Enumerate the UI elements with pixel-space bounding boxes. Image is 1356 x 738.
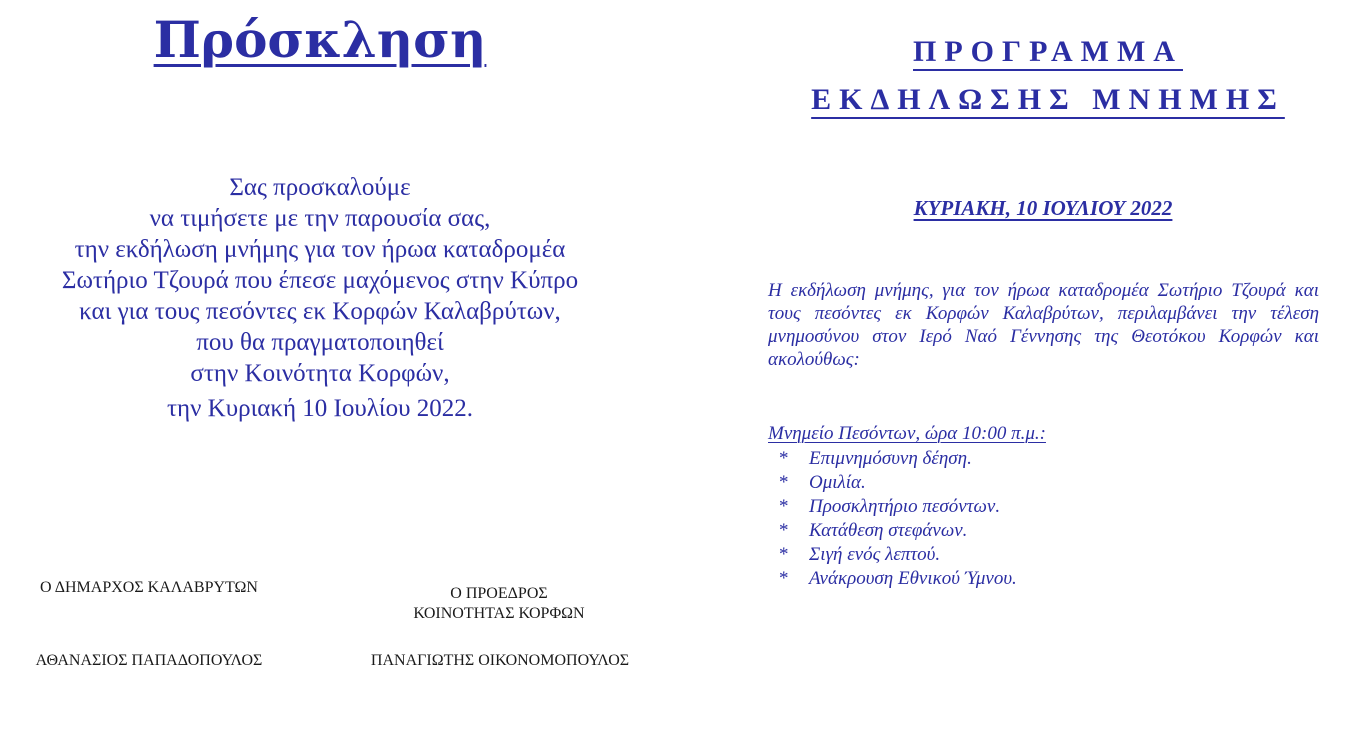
invitation-line-6: που θα πραγματοποιηθεί [196, 329, 444, 356]
bullet-star-icon: * [779, 472, 789, 493]
invitation-line-4: Σωτήριο Τζουρά που έπεσε μαχόμενος στην Κύπρο [61, 267, 579, 294]
list-item-text: Κατάθεση στεφάνων. [809, 520, 968, 541]
president-title-line-2: ΚΟΙΝΟΤΗΤΑΣ ΚΟΡΦΩΝ [413, 605, 585, 622]
mayor-title: Ο ΔΗΜΑΡΧΟΣ ΚΑΛΑΒΡΥΤΩΝ [40, 579, 258, 596]
program-title-line-1 [740, 28, 1356, 76]
list-item [779, 543, 1017, 567]
list-item-text: Ομιλία. [809, 472, 866, 493]
community-president-name: ΠΑΝΑΓΙΩΤΗΣ ΟΙΚΟΝΟΜΟΠΟΥΛΟΣ [370, 652, 630, 669]
program-title-text-2: ΕΚΔΗΛΩΣΗΣ ΜΝΗΜΗΣ [811, 83, 1285, 116]
list-item-text: Επιμνημόσυνη δέηση. [809, 448, 972, 469]
list-item-text: Ανάκρουση Εθνικού Ύμνου. [809, 568, 1017, 589]
list-item [779, 495, 1017, 519]
list-item-text: Προσκλητήριο πεσόντων. [809, 496, 1001, 517]
list-item-text: Σιγή ενός λεπτού. [809, 544, 941, 565]
program-title-line-2 [740, 76, 1356, 124]
list-item [779, 567, 1017, 591]
memorial-program-list [779, 447, 1017, 591]
invitation-body [0, 172, 640, 424]
mayor-name: ΑΘΑΝΑΣΙΟΣ ΠΑΠΑΔΟΠΟΥΛΟΣ [35, 652, 263, 669]
program-description: Η εκδήλωση μνήμης, για τον ήρωα καταδρομέα Σωτήριο Τζουρά και τους πεσόντες εκ Κορφών Καλαβρύτων, περιλαμβάνει την τέλεση μνημοσύνου στον Ιερό Ναό Γέννησης της Θεοτόκου Κορφών και ακολούθως: [768, 280, 1319, 370]
list-item [779, 519, 1017, 543]
memorial-heading: Μνημείο Πεσόντων, ώρα 10:00 π.μ.: [768, 423, 1046, 444]
bullet-star-icon: * [779, 496, 789, 517]
community-president-title [380, 584, 618, 624]
invitation-line-5: και για τους πεσόντες εκ Κορφών Καλαβρύτων, [79, 298, 561, 325]
bullet-star-icon: * [779, 568, 789, 589]
program-date: ΚΥΡΙΑΚΗ, 10 ΙΟΥΛΙΟΥ 2022 [913, 196, 1173, 220]
president-title-line-1: Ο ΠΡΟΕΔΡΟΣ [450, 585, 548, 602]
invitation-line-2: να τιμήσετε με την παρουσία σας, [149, 205, 491, 232]
bullet-star-icon: * [779, 520, 789, 541]
bullet-star-icon: * [779, 448, 789, 469]
list-item [779, 447, 1017, 471]
program-title-text-1: ΠΡΟΓΡΑΜΜΑ [913, 35, 1183, 68]
invitation-line-8: την Κυριακή 10 Ιουλίου 2022. [166, 395, 473, 422]
invitation-line-3: την εκδήλωση μνήμης για τον ήρωα καταδρομέα [74, 236, 566, 263]
invitation-title: Πρόσκληση [153, 10, 487, 69]
invitation-line-7: στην Κοινότητα Κορφών, [190, 360, 450, 387]
bullet-star-icon: * [779, 544, 789, 565]
program-title [740, 28, 1356, 124]
list-item [779, 471, 1017, 495]
invitation-line-1: Σας προσκαλούμε [229, 174, 411, 201]
